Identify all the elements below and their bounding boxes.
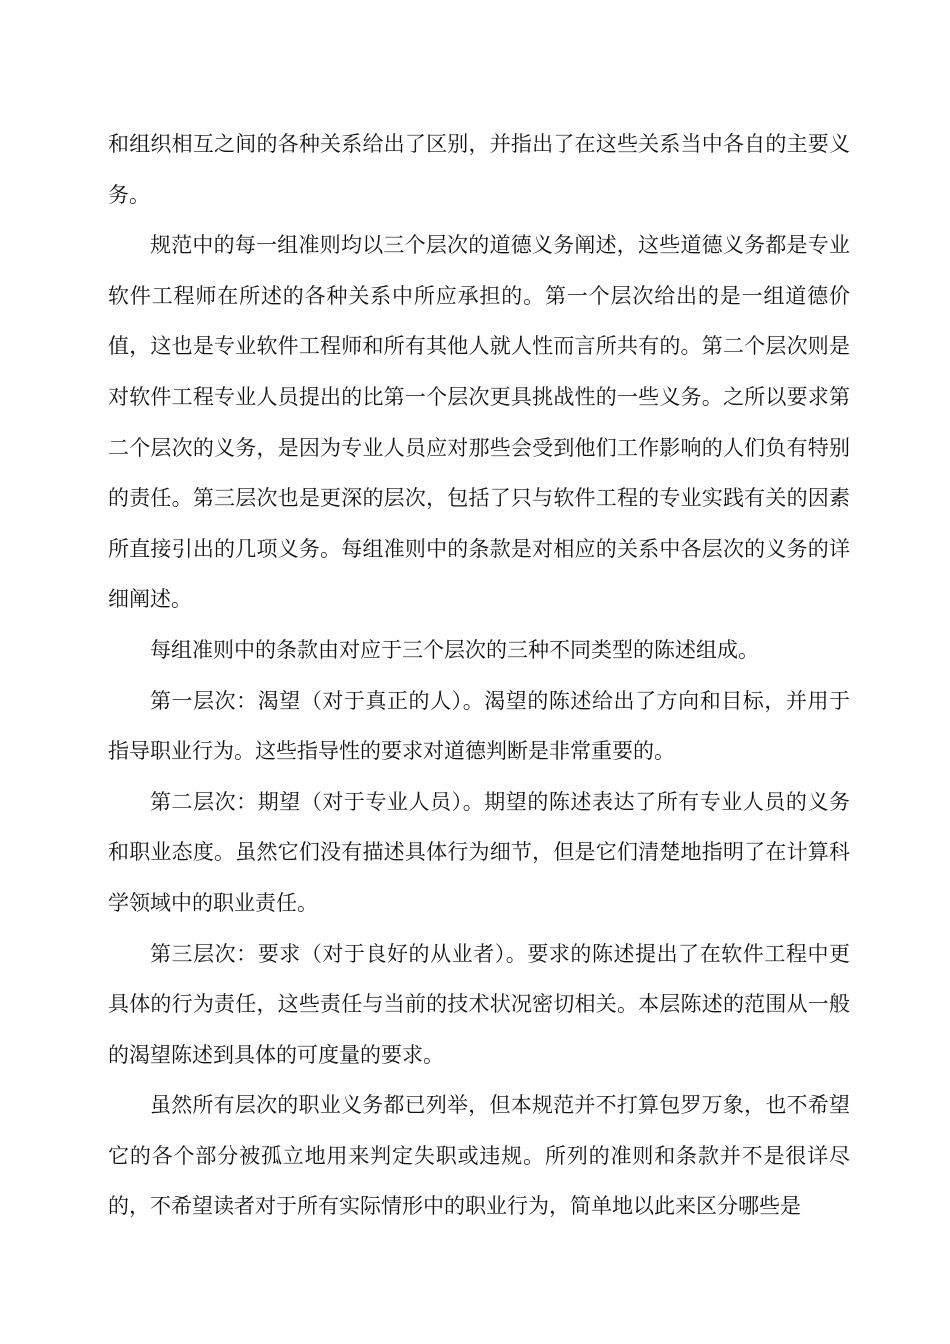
paragraph-clause-types: 每组准则中的条款由对应于三个层次的三种不同类型的陈述组成。 (150, 637, 759, 662)
paragraph-continuation: 和组织相互之间的各种关系给出了区别，并指出了在这些关系当中各自的主要义务。 (108, 132, 850, 207)
paragraph-scope-note: 虽然所有层次的职业义务都已列举，但本规范并不打算包罗万象，也不希望它的各个部分被孤立地用来判定失职或违规。所列的准则和条款并不是很详尽的，不希望读者对于所有实际情形中的职业行为，简单地以此来区分哪些是 (108, 1093, 850, 1219)
document-body (108, 119, 850, 1232)
paragraph-ethical-levels: 规范中的每一组准则均以三个层次的道德义务阐述，这些道德义务都是专业软件工程师在所述的各种关系中所应承担的。第一个层次给出的是一组道德价值，这也是专业软件工程师和所有其他人就人性而言所共有的。第二个层次则是对软件工程专业人员提出的比第一个层次更具挑战性的一些义务。之所以要求第二个层次的义务，是因为专业人员应对那些会受到他们工作影响的人们负有特别的责任。第三层次也是更深的层次，包括了只与软件工程的专业实践有关的因素所直接引出的几项义务。每组准则中的条款是对相应的关系中各层次的义务的详细阐述。 (108, 233, 850, 612)
paragraph-level-three: 第三层次：要求（对于良好的从业者）。要求的陈述提出了在软件工程中更具体的行为责任，这些责任与当前的技术状况密切相关。本层陈述的范围从一般的渴望陈述到具体的可度量的要求。 (108, 941, 850, 1067)
paragraph-level-two: 第二层次：期望（对于专业人员）。期望的陈述表达了所有专业人员的义务和职业态度。虽然它们没有描述具体行为细节，但是它们清楚地指明了在计算科学领域中的职业责任。 (108, 789, 850, 915)
paragraph-level-one: 第一层次：渴望（对于真正的人）。渴望的陈述给出了方向和目标，并用于指导职业行为。这些指导性的要求对道德判断是非常重要的。 (108, 688, 850, 764)
